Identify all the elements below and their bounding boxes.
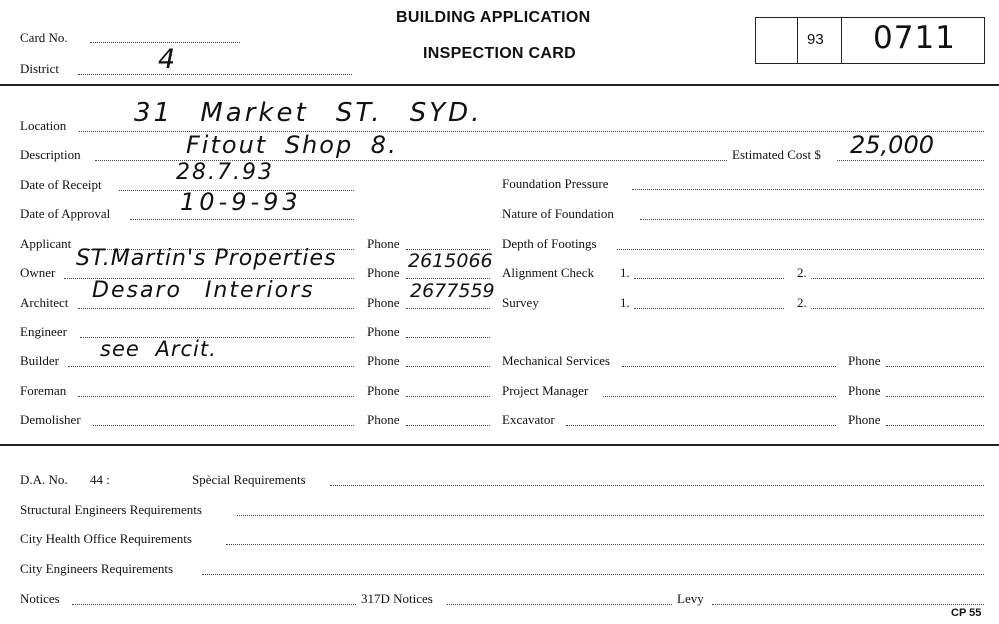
date-approval-label: Date of Approval (20, 206, 111, 221)
mechanical-phone-line (886, 366, 984, 367)
demolisher-phone-label: Phone (367, 412, 400, 427)
foundation-pressure-line (632, 189, 984, 190)
estimated-cost-value: 25,000 (850, 131, 934, 159)
form-code: CP 55 (951, 607, 982, 619)
location-label: Location (20, 118, 67, 133)
alignment-check-label: Alignment Check (502, 265, 595, 280)
notices-317d-label: 317D Notices (361, 591, 433, 606)
engineer-label: Engineer (20, 324, 67, 339)
notices-line (72, 604, 356, 605)
owner-value: ST.Martin's Properties (76, 246, 337, 271)
special-requirements-line (330, 485, 984, 486)
project-manager-phone-line (886, 396, 984, 397)
alignment-check-line2 (811, 278, 984, 279)
engineer-phone-line (406, 337, 490, 338)
architect-phone-label: Phone (367, 295, 400, 310)
engineer-phone-label: Phone (367, 324, 400, 339)
foreman-phone-line (406, 396, 490, 397)
builder-line (68, 366, 354, 367)
date-receipt-label: Date of Receipt (20, 177, 102, 192)
levy-line (712, 604, 984, 605)
owner-label: Owner (20, 265, 56, 280)
date-approval-value: 10-9-93 (180, 188, 302, 216)
description-value: Fitout Shop 8. (186, 131, 398, 159)
builder-phone-line (406, 366, 490, 367)
foreman-phone-label: Phone (367, 383, 400, 398)
description-label: Description (20, 147, 81, 162)
builder-label: Builder (20, 353, 59, 368)
mechanical-phone-label: Phone (848, 353, 881, 368)
district-line (78, 74, 352, 75)
levy-label: Levy (677, 591, 704, 606)
demolisher-phone-line (406, 425, 490, 426)
card-no-line (90, 42, 240, 43)
card-number-prefix: 93 (807, 31, 824, 48)
form-title-line2: INSPECTION CARD (423, 45, 576, 62)
location-value: 31 Market ST. SYD. (134, 98, 483, 128)
form-title-line1: BUILDING APPLICATION (396, 9, 591, 26)
architect-label: Architect (20, 295, 69, 310)
district-value: 4 (158, 44, 176, 75)
health-requirements-line (226, 544, 984, 545)
foreman-label: Foreman (20, 383, 67, 398)
owner-phone-label: Phone (367, 265, 400, 280)
architect-phone-line (406, 308, 490, 309)
date-receipt-value: 28.7.93 (176, 160, 274, 185)
foundation-pressure-label: Foundation Pressure (502, 176, 609, 191)
excavator-phone-line (886, 425, 984, 426)
depth-footings-line (617, 249, 984, 250)
header-divider (0, 84, 999, 86)
survey-line2 (811, 308, 984, 309)
mechanical-services-line (622, 366, 836, 367)
district-label: District (20, 61, 59, 76)
alignment-check-num2: 2. (797, 265, 807, 280)
alignment-check-num1: 1. (620, 265, 630, 280)
project-manager-phone-label: Phone (848, 383, 881, 398)
nature-foundation-line (640, 219, 984, 220)
engineers-requirements-line (202, 574, 984, 575)
nature-foundation-label: Nature of Foundation (502, 206, 614, 221)
special-requirements-label: Spècial Requirements (192, 472, 306, 487)
owner-phone-value: 2615066 (408, 250, 493, 272)
project-manager-label: Project Manager (502, 383, 589, 398)
excavator-line (566, 425, 836, 426)
foreman-line (78, 396, 354, 397)
excavator-label: Excavator (502, 412, 555, 427)
estimated-cost-line (837, 160, 984, 161)
notices-317d-line (447, 604, 672, 605)
survey-label: Survey (502, 295, 539, 310)
card-number-divider-2 (841, 17, 842, 64)
architect-line (78, 308, 354, 309)
depth-footings-label: Depth of Footings (502, 236, 597, 251)
demolisher-line (93, 425, 354, 426)
estimated-cost-label: Estimated Cost $ (732, 147, 821, 162)
health-requirements-label: City Health Office Requirements (20, 531, 192, 546)
excavator-phone-label: Phone (848, 412, 881, 427)
card-number-divider-1 (797, 17, 798, 64)
owner-phone-line (406, 278, 490, 279)
card-number: 0711 (873, 20, 956, 56)
mechanical-services-label: Mechanical Services (502, 353, 610, 368)
card-no-label: Card No. (20, 30, 68, 45)
demolisher-label: Demolisher (20, 412, 81, 427)
section-divider (0, 444, 999, 446)
project-manager-line (603, 396, 836, 397)
survey-line1 (634, 308, 784, 309)
builder-phone-label: Phone (367, 353, 400, 368)
date-approval-line (130, 219, 354, 220)
notices-label: Notices (20, 591, 60, 606)
da-no-label: D.A. No. (20, 472, 68, 487)
alignment-check-line1 (634, 278, 784, 279)
architect-phone-value: 2677559 (410, 280, 495, 302)
builder-value: see Arcit. (100, 337, 217, 361)
survey-num1: 1. (620, 295, 630, 310)
engineers-requirements-label: City Engineers Requirements (20, 561, 174, 576)
survey-num2: 2. (797, 295, 807, 310)
structural-requirements-line (237, 515, 984, 516)
da-no-value: 44 : (90, 472, 110, 487)
applicant-phone-label: Phone (367, 236, 400, 251)
applicant-label: Applicant (20, 236, 72, 251)
architect-value: Desaro Interiors (92, 278, 315, 303)
structural-requirements-label: Structural Engineers Requirements (20, 502, 202, 517)
